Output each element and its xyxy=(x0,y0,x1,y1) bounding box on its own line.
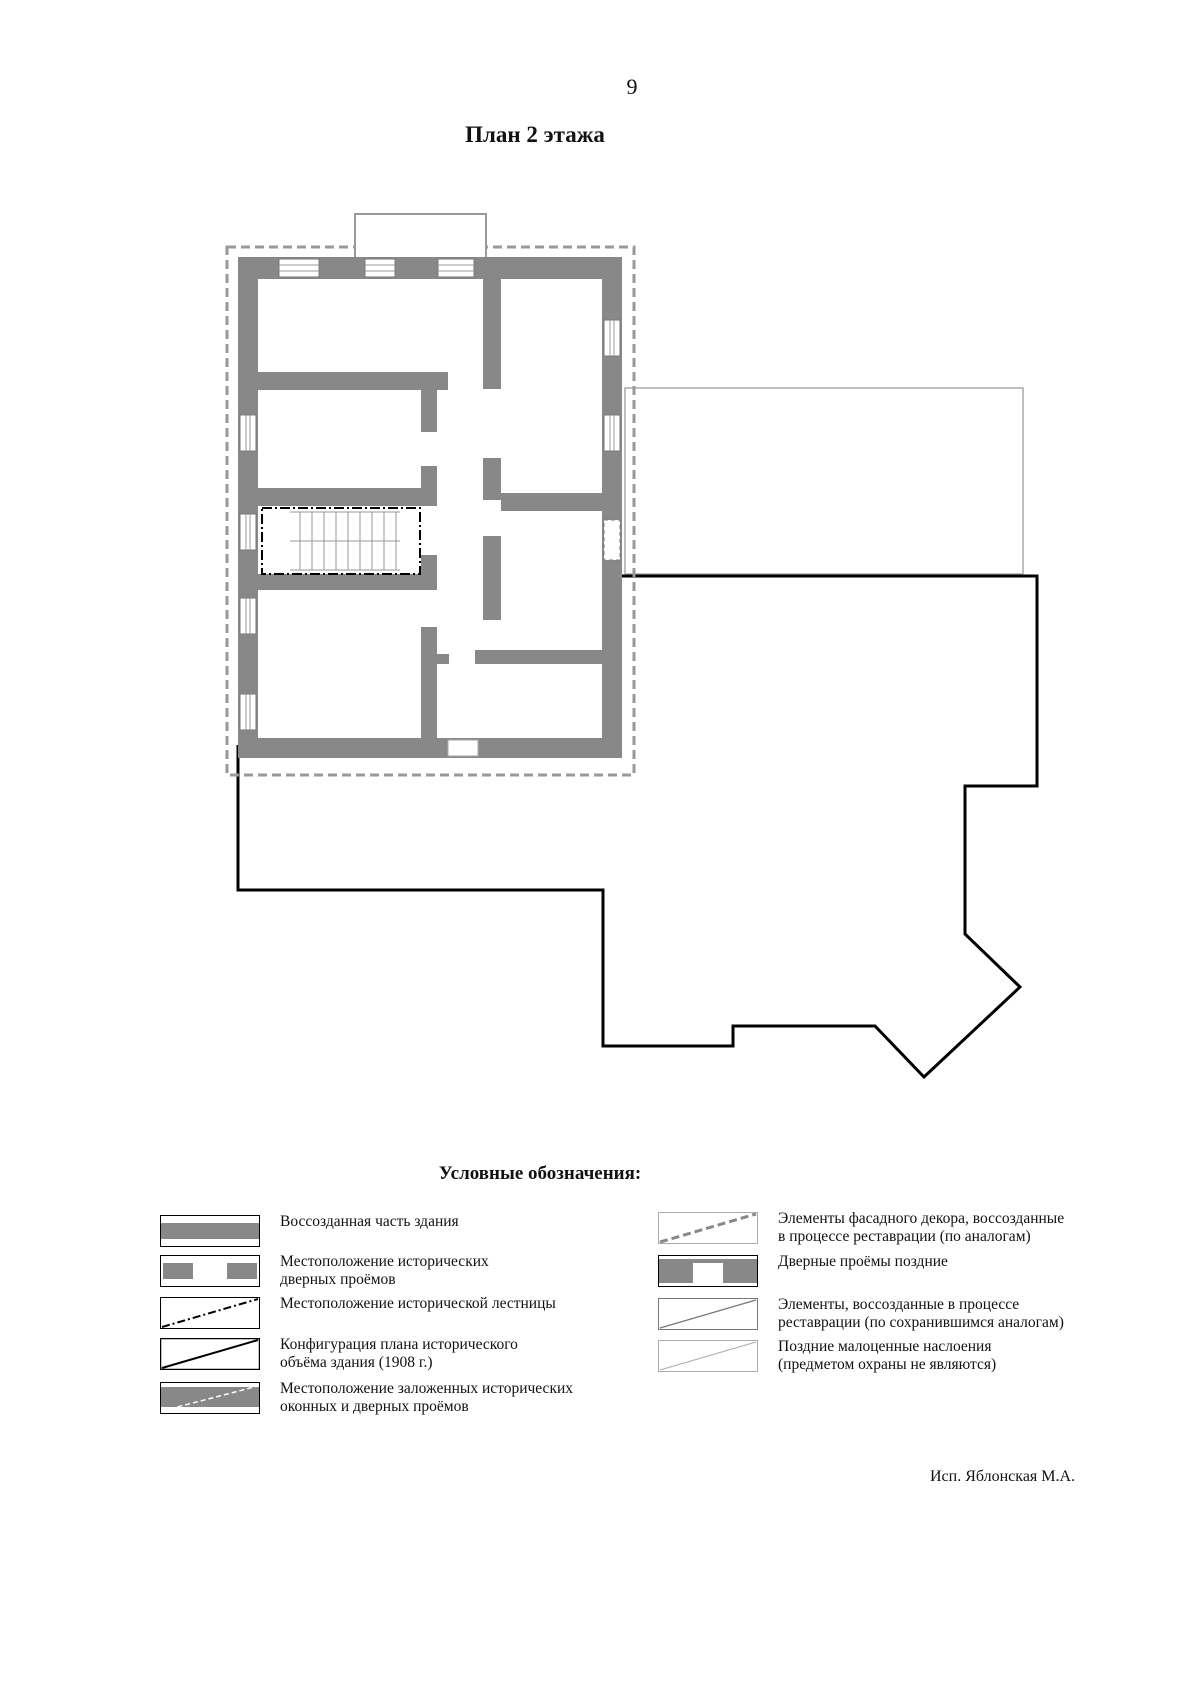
historic-staircase xyxy=(262,508,420,574)
swatch-late-additions xyxy=(658,1340,758,1372)
legend-label: Дверные проёмы поздние xyxy=(778,1253,948,1270)
legend-title: Условные обозначения: xyxy=(438,1163,642,1184)
late-addition-outline xyxy=(625,388,1023,574)
legend-item-historic-volume xyxy=(160,1338,518,1372)
legend-label: Элементы фасадного декора, воссозданные в процессе реставрации (по аналогам) xyxy=(778,1210,1065,1245)
swatch-facade-decor xyxy=(658,1212,758,1244)
legend-label: Элементы, воссозданные в процессе реставрации (по сохранившимся аналогам) xyxy=(778,1296,1064,1331)
legend-label: Местоположение исторических дверных проёмов xyxy=(280,1253,489,1288)
swatch-reconstructed xyxy=(160,1215,260,1247)
porch xyxy=(355,214,486,259)
legend-label: Поздние малоценные наслоения (предметом охраны не являются) xyxy=(778,1338,997,1373)
swatch-late-doors xyxy=(658,1255,758,1287)
swatch-historic-doors xyxy=(160,1255,260,1287)
legend-item-late-additions xyxy=(658,1340,996,1374)
swatch-restored-elements xyxy=(658,1298,758,1330)
author-signature: Исп. Яблонская М.А. xyxy=(930,1468,1076,1485)
legend-item-restored-elements xyxy=(658,1298,1064,1332)
legend-label: Местоположение заложенных исторических оконных и дверных проёмов xyxy=(280,1380,574,1415)
legend-label: Местоположение исторической лестницы xyxy=(280,1295,556,1312)
legend-item-historic-stair xyxy=(160,1297,556,1329)
swatch-historic-volume xyxy=(160,1338,260,1370)
legend-item-historic-doors xyxy=(160,1255,489,1289)
legend-item-reconstructed xyxy=(160,1215,459,1247)
late-door xyxy=(448,740,478,756)
page-number: 9 xyxy=(626,74,638,99)
historic-volume-outline xyxy=(238,576,1037,1077)
late-door-right xyxy=(604,520,620,560)
legend-item-late-doors xyxy=(658,1255,948,1287)
swatch-historic-stair xyxy=(160,1297,260,1329)
swatch-blocked-openings xyxy=(160,1382,260,1414)
legend-item-facade-decor xyxy=(658,1212,1064,1246)
plan-title: План 2 этажа xyxy=(465,122,605,147)
legend-label: Конфигурация плана исторического объёма здания (1908 г.) xyxy=(280,1336,518,1371)
legend-item-blocked-openings xyxy=(160,1382,573,1416)
legend-label: Воссозданная часть здания xyxy=(280,1213,459,1230)
